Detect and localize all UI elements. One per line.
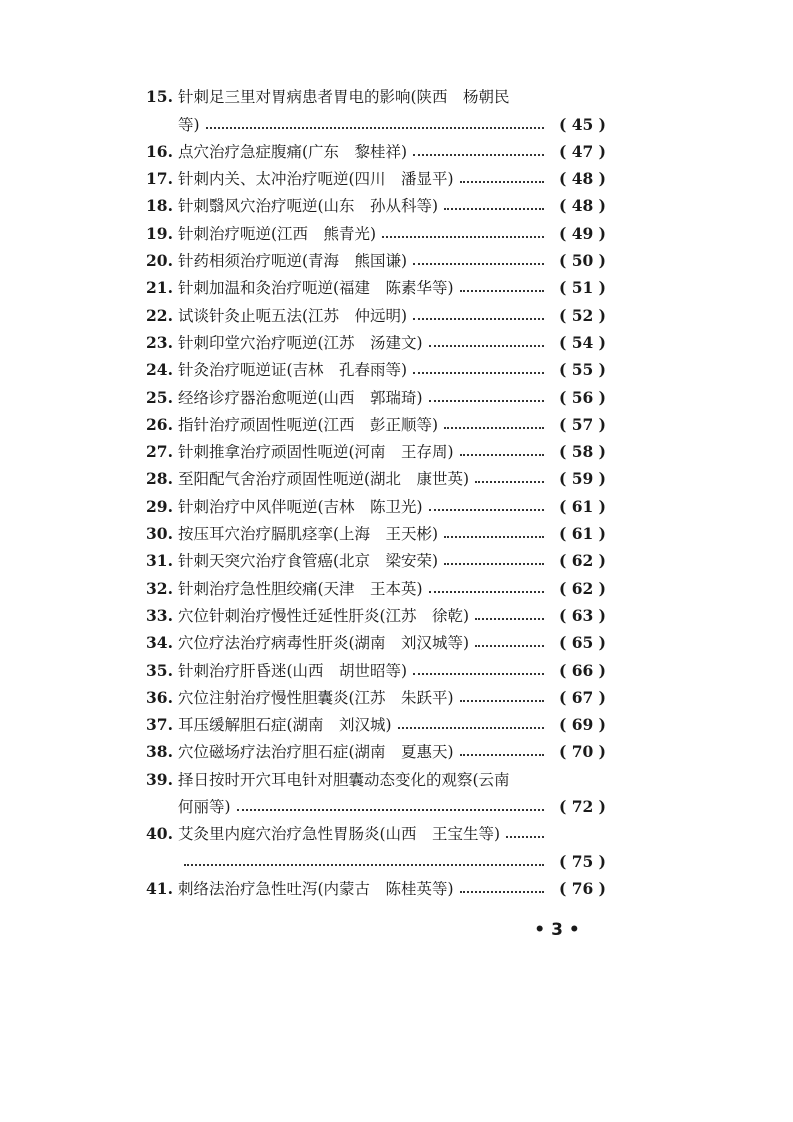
entry-number: 20.	[146, 251, 173, 271]
dot-leader	[460, 454, 544, 456]
dot-leader	[184, 864, 544, 866]
entry-title: 针刺治疗中风伴呃逆(吉林 陈卫光)	[178, 497, 423, 516]
entry-title: 择日按时开穴耳电针对胆囊动态变化的观察(云南	[178, 770, 510, 789]
entry-number: 39.	[146, 769, 173, 789]
entry-page: ( 69 )	[558, 715, 606, 735]
dot-leader	[460, 754, 544, 756]
dot-leader	[237, 809, 544, 811]
dot-leader	[413, 318, 544, 320]
entry-number: 25.	[146, 387, 173, 407]
dot-leader	[413, 673, 544, 675]
toc-entry	[146, 681, 606, 708]
dot-leader	[460, 290, 544, 292]
entry-title: 针刺治疗呃逆(江西 熊青光)	[178, 224, 377, 243]
entry-title: 针刺治疗肝昏迷(山西 胡世昭等)	[178, 661, 408, 680]
dot-leader	[506, 836, 544, 838]
entry-number: 15.	[146, 87, 173, 107]
dot-leader	[413, 372, 544, 374]
toc-entry	[146, 653, 606, 680]
toc-entry	[146, 708, 606, 735]
toc-entry	[146, 80, 606, 135]
entry-page: ( 48 )	[558, 169, 606, 189]
entry-title: 针刺足三里对胃病患者胃电的影响(陕西 杨朝民	[178, 88, 510, 107]
entry-number: 18.	[146, 196, 173, 216]
entry-page: ( 62 )	[558, 551, 606, 571]
dot-leader	[413, 263, 544, 265]
toc-entry	[146, 162, 606, 189]
entry-number: 41.	[146, 878, 173, 898]
entry-title: 针刺翳风穴治疗呃逆(山东 孙从科等)	[178, 197, 439, 216]
entry-title: 试谈针灸止呃五法(江苏 仲远明)	[178, 306, 408, 325]
dot-leader	[475, 481, 544, 483]
entry-number: 19.	[146, 223, 173, 243]
dot-leader	[429, 591, 544, 593]
entry-title: 针药相须治疗呃逆(青海 熊国谦)	[178, 252, 408, 271]
entry-page: ( 65 )	[558, 633, 606, 653]
page-number: • 3 •	[534, 920, 580, 940]
entry-page: ( 54 )	[558, 332, 606, 352]
toc-entry	[146, 217, 606, 244]
entry-title: 等)	[178, 115, 200, 134]
entry-number: 28.	[146, 469, 173, 489]
entry-number: 29.	[146, 496, 173, 516]
entry-title: 针刺内关、太冲治疗呃逆(四川 潘显平)	[178, 170, 454, 189]
entry-title: 经络诊疗器治愈呃逆(山西 郭瑞琦)	[178, 388, 423, 407]
entry-page: ( 50 )	[558, 251, 606, 271]
entry-page: ( 51 )	[558, 278, 606, 298]
entry-title: 点穴治疗急症腹痛(广东 黎桂祥)	[178, 142, 408, 161]
entry-title: 指针治疗顽固性呃逆(江西 彭正顺等)	[178, 415, 439, 434]
entry-title: 针灸治疗呃逆证(吉林 孔春雨等)	[178, 361, 408, 380]
toc-entry	[146, 544, 606, 571]
entry-number: 26.	[146, 414, 173, 434]
entry-number: 37.	[146, 715, 173, 735]
entry-title: 针刺印堂穴治疗呃逆(江苏 汤建文)	[178, 333, 423, 352]
entry-page: ( 76 )	[558, 878, 606, 898]
toc-entry	[146, 626, 606, 653]
entry-number: 30.	[146, 524, 173, 544]
entry-number: 27.	[146, 442, 173, 462]
dot-leader	[429, 509, 544, 511]
toc-entry	[146, 735, 606, 762]
entry-number: 32.	[146, 578, 173, 598]
entry-page: ( 57 )	[558, 414, 606, 434]
entry-title: 按压耳穴治疗膈肌痉挛(上海 王天彬)	[178, 525, 439, 544]
toc-entry	[146, 490, 606, 517]
entry-page: ( 67 )	[558, 687, 606, 707]
entry-number: 35.	[146, 660, 173, 680]
toc-entry	[146, 408, 606, 435]
entry-title: 针刺加温和灸治疗呃逆(福建 陈素华等)	[178, 279, 454, 298]
entry-page: ( 45 )	[558, 114, 606, 134]
dot-leader	[444, 536, 544, 538]
entry-number: 24.	[146, 360, 173, 380]
entry-title: 穴位磁场疗法治疗胆石症(湖南 夏惠天)	[178, 743, 454, 762]
entry-page: ( 70 )	[558, 742, 606, 762]
toc-entry	[146, 435, 606, 462]
dot-leader	[444, 208, 544, 210]
entry-title: 针刺推拿治疗顽固性呃逆(河南 王存周)	[178, 443, 454, 462]
entry-number: 38.	[146, 742, 173, 762]
entry-title: 至阳配气舍治疗顽固性呃逆(湖北 康世英)	[178, 470, 470, 489]
entry-number: 36.	[146, 687, 173, 707]
dot-leader	[475, 645, 544, 647]
toc-entry	[146, 380, 606, 407]
dot-leader	[206, 127, 544, 129]
entry-number: 33.	[146, 605, 173, 625]
toc-entry	[146, 599, 606, 626]
toc-entry	[146, 189, 606, 216]
entry-title: 耳压缓解胆石症(湖南 刘汉城)	[178, 716, 392, 735]
dot-leader	[460, 181, 544, 183]
entry-number: 22.	[146, 305, 173, 325]
entry-title: 穴位针刺治疗慢性迁延性肝炎(江苏 徐乾)	[178, 606, 470, 625]
toc-entry	[146, 462, 606, 489]
toc-entry	[146, 763, 606, 818]
dot-leader	[460, 891, 544, 893]
entry-page: ( 75 )	[558, 851, 606, 871]
entry-page: ( 61 )	[558, 524, 606, 544]
entry-number: 31.	[146, 551, 173, 571]
toc-entry	[146, 517, 606, 544]
dot-leader	[429, 345, 544, 347]
entry-page: ( 58 )	[558, 442, 606, 462]
dot-leader	[413, 154, 544, 156]
entry-page: ( 48 )	[558, 196, 606, 216]
entry-page: ( 52 )	[558, 305, 606, 325]
toc-entry	[146, 298, 606, 325]
entry-number: 21.	[146, 278, 173, 298]
dot-leader	[460, 700, 544, 702]
entry-page: ( 49 )	[558, 223, 606, 243]
entry-page: ( 63 )	[558, 605, 606, 625]
toc-entry	[146, 244, 606, 271]
toc-entry	[146, 326, 606, 353]
entry-title: 艾灸里内庭穴治疗急性胃肠炎(山西 王宝生等)	[178, 825, 501, 844]
dot-leader	[429, 400, 544, 402]
dot-leader	[475, 618, 544, 620]
entry-number: 40.	[146, 824, 173, 844]
entry-page: ( 55 )	[558, 360, 606, 380]
entry-number: 34.	[146, 633, 173, 653]
entry-number: 17.	[146, 169, 173, 189]
entry-number: 16.	[146, 141, 173, 161]
entry-title: 针刺治疗急性胆绞痛(天津 王本英)	[178, 579, 423, 598]
entry-page: ( 62 )	[558, 578, 606, 598]
entry-number: 23.	[146, 332, 173, 352]
toc-entry	[146, 135, 606, 162]
entry-page: ( 59 )	[558, 469, 606, 489]
dot-leader	[444, 563, 544, 565]
entry-page: ( 72 )	[558, 797, 606, 817]
entry-title: 穴位注射治疗慢性胆囊炎(江苏 朱跃平)	[178, 688, 454, 707]
toc-entry	[146, 353, 606, 380]
entry-title: 刺络法治疗急性吐泻(内蒙古 陈桂英等)	[178, 879, 454, 898]
dot-leader	[382, 236, 544, 238]
entry-page: ( 47 )	[558, 141, 606, 161]
entry-title: 何丽等)	[178, 798, 231, 817]
toc-entry	[146, 817, 606, 872]
dot-leader	[398, 727, 544, 729]
entry-page: ( 66 )	[558, 660, 606, 680]
toc-entry	[146, 571, 606, 598]
toc-entry	[146, 872, 606, 899]
entry-title: 穴位疗法治疗病毒性肝炎(湖南 刘汉城等)	[178, 634, 470, 653]
toc-entry	[146, 271, 606, 298]
dot-leader	[444, 427, 544, 429]
entry-title: 针刺天突穴治疗食管癌(北京 梁安荣)	[178, 552, 439, 571]
entry-page: ( 56 )	[558, 387, 606, 407]
entry-page: ( 61 )	[558, 496, 606, 516]
